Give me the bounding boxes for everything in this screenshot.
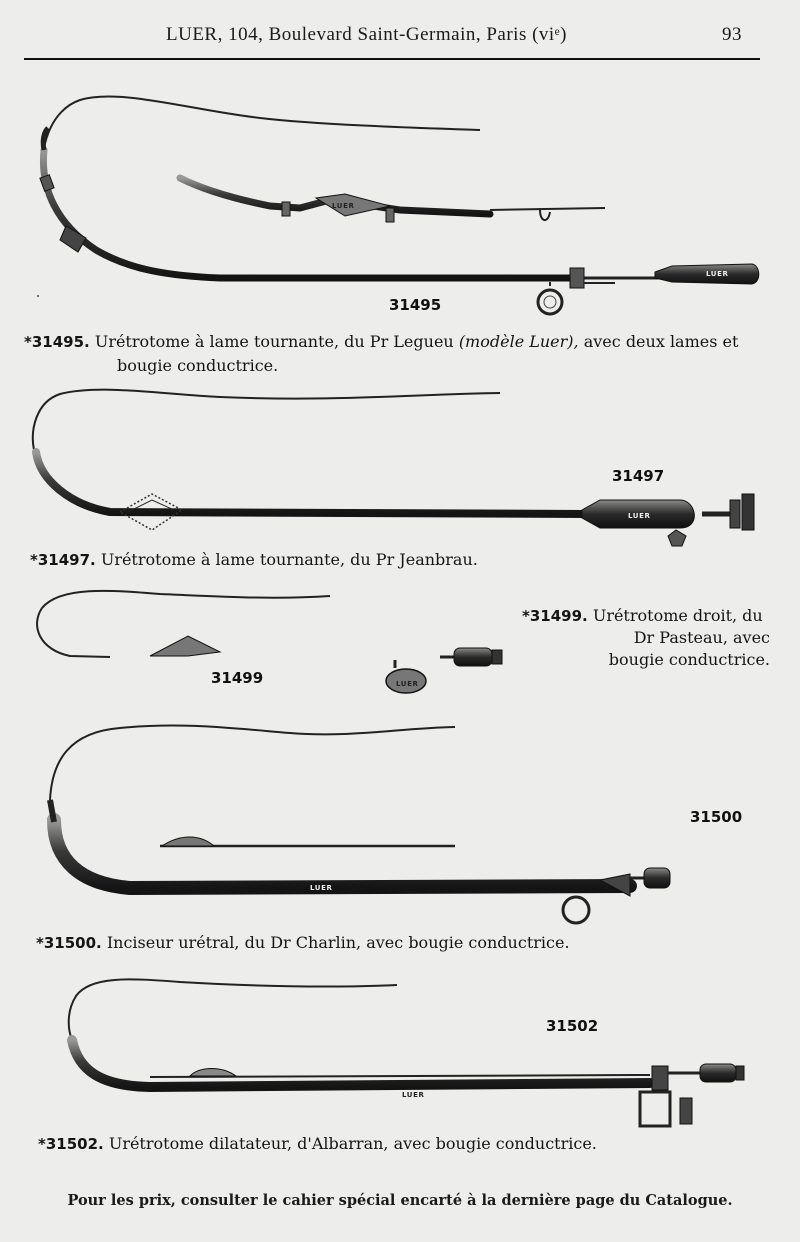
caption-31499 <box>522 605 763 627</box>
bougie-31500 <box>50 725 455 800</box>
svg-text:LUER: LUER <box>332 202 355 210</box>
figure-label-31500: 31500 <box>690 808 743 826</box>
instrument-31500 <box>50 725 670 923</box>
caption-text: Urétrotome à lame tournante, du Pr Legueu <box>94 332 454 351</box>
caption-31499-line2: Dr Pasteau, avec <box>633 628 770 647</box>
caption-31495 <box>24 331 774 353</box>
instrument-31495 <box>40 96 759 314</box>
shaft-31497 <box>36 452 590 514</box>
instrument-31499 <box>37 591 502 693</box>
caption-ref: *31499. <box>522 607 588 625</box>
instrument-31502 <box>69 979 744 1126</box>
svg-text:LUER: LUER <box>628 512 651 520</box>
price-note: Pour les prix, consulter le cahier spécial encarté à la dernière page du Catalogue. <box>67 1192 733 1209</box>
running-title: LUER, 104, Boulevard Saint-Germain, Paris (viᵉ) <box>166 24 567 45</box>
bougie-31502 <box>69 979 397 1040</box>
caption-31502 <box>38 1133 597 1155</box>
figure-label-31497: 31497 <box>612 467 665 485</box>
figure-label-31495: 31495 <box>389 296 442 314</box>
caption-31495-line2: bougie conductrice. <box>117 356 279 375</box>
caption-text: avec deux lames et <box>583 332 739 351</box>
caption-31497 <box>30 549 478 571</box>
svg-text:LUER: LUER <box>396 680 419 688</box>
caption-text: Urétrotome à lame tournante, du Pr Jeanbrau. <box>100 550 478 569</box>
caption-31500 <box>36 932 570 954</box>
svg-text:LUER: LUER <box>706 270 729 278</box>
shaft-31502 <box>72 1040 650 1087</box>
caption-italic: (modèle Luer), <box>458 332 579 351</box>
shaft-31495 <box>43 150 580 278</box>
caption-text: Urétrotome dilatateur, d'Albarran, avec bougie conductrice. <box>108 1134 597 1153</box>
caption-ref: *31500. <box>36 934 102 952</box>
svg-text:LUER: LUER <box>310 884 333 892</box>
page-number: 93 <box>722 24 742 45</box>
bougie-31497 <box>33 390 500 450</box>
figure-label-31499: 31499 <box>211 669 264 687</box>
bougie-31495 <box>43 96 481 276</box>
caption-ref: *31495. <box>24 333 90 351</box>
shaft-31500 <box>54 820 630 888</box>
caption-31499-line3: bougie conductrice. <box>608 650 770 669</box>
figure-label-31502: 31502 <box>546 1017 599 1035</box>
svg-text:LUER: LUER <box>402 1091 425 1099</box>
caption-ref: *31502. <box>38 1135 104 1153</box>
caption-ref: *31497. <box>30 551 96 569</box>
caption-text: Inciseur urétral, du Dr Charlin, avec bougie conductrice. <box>106 933 570 952</box>
caption-text: Urétrotome droit, du <box>592 606 763 625</box>
